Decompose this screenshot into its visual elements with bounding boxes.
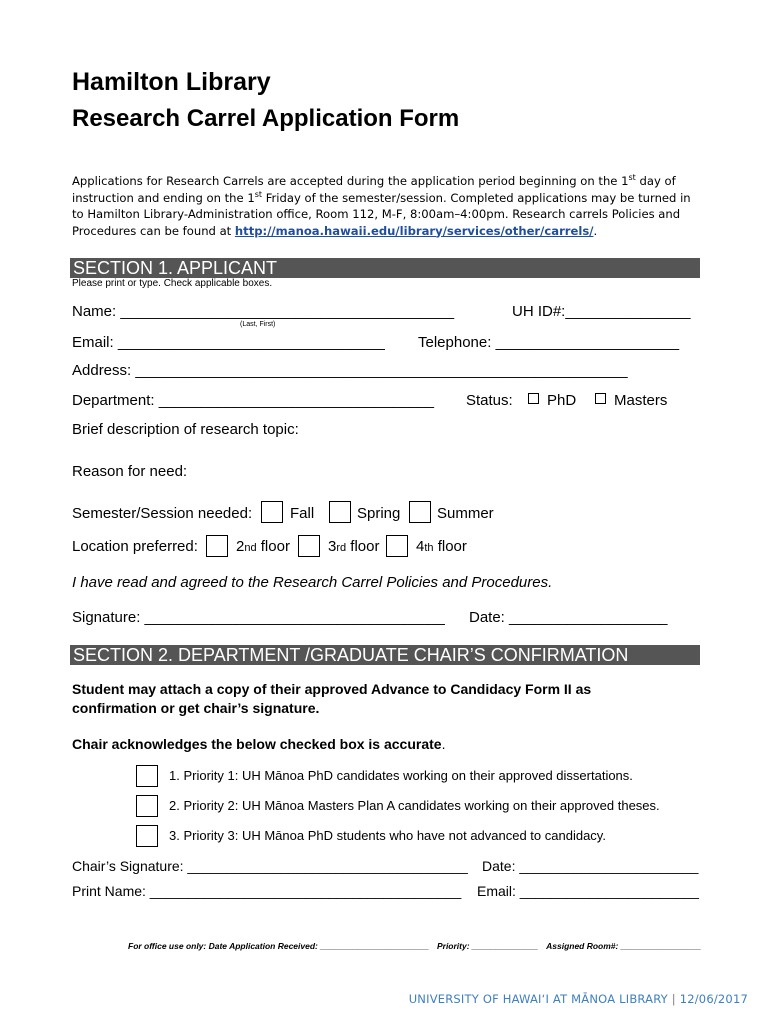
signature-date-field[interactable]: Date: ___________________ [469,609,668,626]
intro-sup-1: st [628,173,636,183]
semester-spring-checkbox[interactable] [329,501,351,523]
semester-fall-checkbox[interactable] [261,501,283,523]
status-masters-label: Masters [614,392,668,409]
address-field[interactable]: Address: ___________________________________________________________ [72,362,628,379]
priority-1-checkbox[interactable] [136,765,158,787]
location-2nd-floor-checkbox[interactable] [206,535,228,557]
semester-fall-label: Fall [290,505,315,522]
chair-acknowledgement: Chair acknowledges the below checked box is accurate. [72,736,446,752]
location-4th-floor-checkbox[interactable] [386,535,408,557]
reason-label: Reason for need: [72,463,188,480]
office-use-line [128,941,709,951]
print-name-field[interactable]: Print Name: ________________________________________ [72,883,462,899]
footer-org: UNIVERSITY OF HAWAI‘I AT MĀNOA LIBRARY [408,992,668,1006]
section1-instructions: Please print or type. Check applicable boxes. [72,278,273,289]
priority-1-label: 1. Priority 1: UH Mānoa PhD candidates working on their approved dissertations. [169,768,633,783]
semester-summer-label: Summer [437,505,494,522]
section2-heading: SECTION 2. DEPARTMENT /GRADUATE CHAIR’S CONFIRMATION [70,645,700,665]
candidacy-note-line2: confirmation or get chair’s signature. [72,700,320,716]
email-field[interactable]: Email: ________________________________ [72,334,385,351]
footer-date: 12/06/2017 [679,992,748,1006]
form-title: Research Carrel Application Form [72,105,460,132]
chair-email-field[interactable]: Email: _______________________ [477,883,699,899]
location-2nd-floor-label: 2nd floor [236,538,290,555]
intro-text-2: day of instruction and ending on the 1 [72,174,676,205]
page-title: Hamilton Library [72,68,271,96]
location-label: Location preferred: [72,538,198,555]
name-field[interactable]: Name: ________________________________________ [72,303,455,320]
name-hint: (Last, First) [240,321,276,328]
semester-spring-label: Spring [357,505,401,522]
chair-signature-field[interactable]: Chair’s Signature: ____________________________________ [72,858,468,874]
office-date-received[interactable]: For office use only: Date Application Received: _______________________ [128,941,429,951]
priority-2-label: 2. Priority 2: UH Mānoa Masters Plan A candidates working on their approved theses. [169,798,660,813]
semester-summer-checkbox[interactable] [409,501,431,523]
candidacy-note-line1: Student may attach a copy of their approved Advance to Candidacy Form II as [72,681,592,697]
status-label: Status: [466,392,513,409]
status-phd-label: PhD [547,392,577,409]
location-4th-floor-label: 4th floor [416,538,467,555]
semester-label: Semester/Session needed: [72,505,253,522]
location-3rd-floor-checkbox[interactable] [298,535,320,557]
intro-text-1: Applications for Research Carrels are accepted during the application period beginning on the 1 [72,174,629,188]
priority-3-checkbox[interactable] [136,825,158,847]
department-field[interactable]: Department: _________________________________ [72,392,434,409]
status-masters-checkbox[interactable] [595,393,606,404]
priority-3-label: 3. Priority 3: UH Mānoa PhD students who have not advanced to candidacy. [169,828,606,843]
intro-sup-2: st [254,189,263,199]
intro-paragraph [72,173,702,239]
policy-agreement: I have read and agreed to the Research Carrel Policies and Procedures. [72,574,553,591]
carrels-policy-link[interactable]: http://manoa.hawaii.edu/library/services/other/carrels/ [234,223,594,238]
office-assigned-room[interactable]: Assigned Room#: _________________ [546,941,702,951]
intro-text-4: . [593,223,598,238]
uhid-field[interactable]: UH ID#:_______________ [512,303,691,320]
office-priority[interactable]: Priority: ______________ [436,941,539,951]
priority-2-checkbox[interactable] [136,795,158,817]
section1-heading: SECTION 1. APPLICANT [70,258,700,278]
page-footer [409,992,748,1006]
intro-text-3: Friday of the semester/session. Completed applications may be turned in to Hamilton Library-Administration office, Room 112, M-F, 8:00am–4:00pm. Research carrels Policies and Procedures can be found at [72,190,691,238]
chair-date-field[interactable]: Date: _______________________ [482,858,699,874]
research-topic-label: Brief description of research topic: [72,421,299,438]
footer-separator: | [671,992,676,1006]
status-phd-checkbox[interactable] [528,393,539,404]
telephone-field[interactable]: Telephone: ______________________ [418,334,680,351]
signature-field[interactable]: Signature: ____________________________________ [72,609,445,626]
location-3rd-floor-label: 3rd floor [328,538,380,555]
